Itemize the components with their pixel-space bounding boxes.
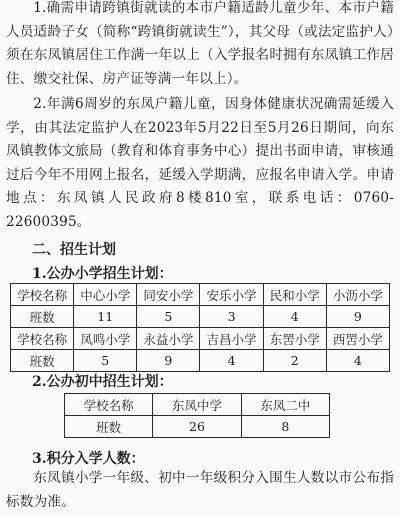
table-cell: 26 [153,416,241,438]
table-cell: 安乐小学 [200,284,263,306]
table-cell: 4 [326,350,389,372]
table-cell: 民和小学 [263,284,326,306]
table-row [11,328,390,350]
table-cell: 中心小学 [74,284,137,306]
table-cell: 5 [74,350,137,372]
table-cell: 西罟小学 [326,328,389,350]
table-cell: 学校名称 [11,328,74,350]
section-title-enrollment-plan: 二、招生计划 [32,242,116,258]
table-row [65,394,330,416]
table-cell: 东凤中学 [153,394,241,416]
subheading-points-enrollment: 3.积分入学人数： [32,451,145,467]
table-row [11,306,390,328]
table-cell: 11 [74,306,137,328]
table-cell: 东罟小学 [263,328,326,350]
table-cell: 4 [263,306,326,328]
table-cell: 永益小学 [137,328,200,350]
table-cell: 吉昌小学 [200,328,263,350]
junior-school-plan-table [64,393,330,438]
table-cell: 3 [200,306,263,328]
table-cell: 小沥小学 [326,284,389,306]
table-cell: 班数 [65,416,153,438]
table-cell: 凤鸣小学 [74,328,137,350]
subheading-primary-plan: 1.公办小学招生计划： [32,266,173,282]
table-cell: 9 [326,306,389,328]
paragraph-deferred-enrollment: 2.年满6周岁的东凤户籍儿童，因身体健康状况确需延缓入学，由其法定监护人在2023年5月22日至5月26日期间，向东凤镇教体文旅局（教育和体育事务中心）提出书面申请，审核通过后今年不用网上报名，延缓入学期满，应报名申请入学。申请地点：东凤镇人民政府8楼810室，联系电话：0760-22600395。 [6,96,394,230]
table-cell: 2 [263,350,326,372]
table-row [11,350,390,372]
table-cell: 8 [241,416,329,438]
table-cell: 5 [137,306,200,328]
table-cell: 班数 [11,350,74,372]
table-cell: 9 [137,350,200,372]
primary-school-plan-table [10,283,390,372]
table-row [65,416,330,438]
paragraph-cross-town-enrollment: 1.确需申请跨镇街就读的本市户籍适龄儿童少年、本市户籍人员适龄子女（简称“跨镇街就读生”），其父母（或法定监护人）须在东凤镇居住工作满一年以上（入学报名时拥有东凤镇工作居住、缴交社保、房产证等满一年以上）。 [6,0,394,87]
table-cell: 同安小学 [137,284,200,306]
table-cell: 学校名称 [11,284,74,306]
subheading-junior-plan: 2.公办初中招生计划： [32,374,173,390]
table-cell: 4 [200,350,263,372]
table-cell: 东凤二中 [241,394,329,416]
table-row [11,284,390,306]
paragraph-points-enrollment: 东凤镇小学一年级、初中一年级积分入围生人数以市公布指标数为准。 [6,470,394,510]
table-cell: 学校名称 [65,394,153,416]
table-cell: 班数 [11,306,74,328]
